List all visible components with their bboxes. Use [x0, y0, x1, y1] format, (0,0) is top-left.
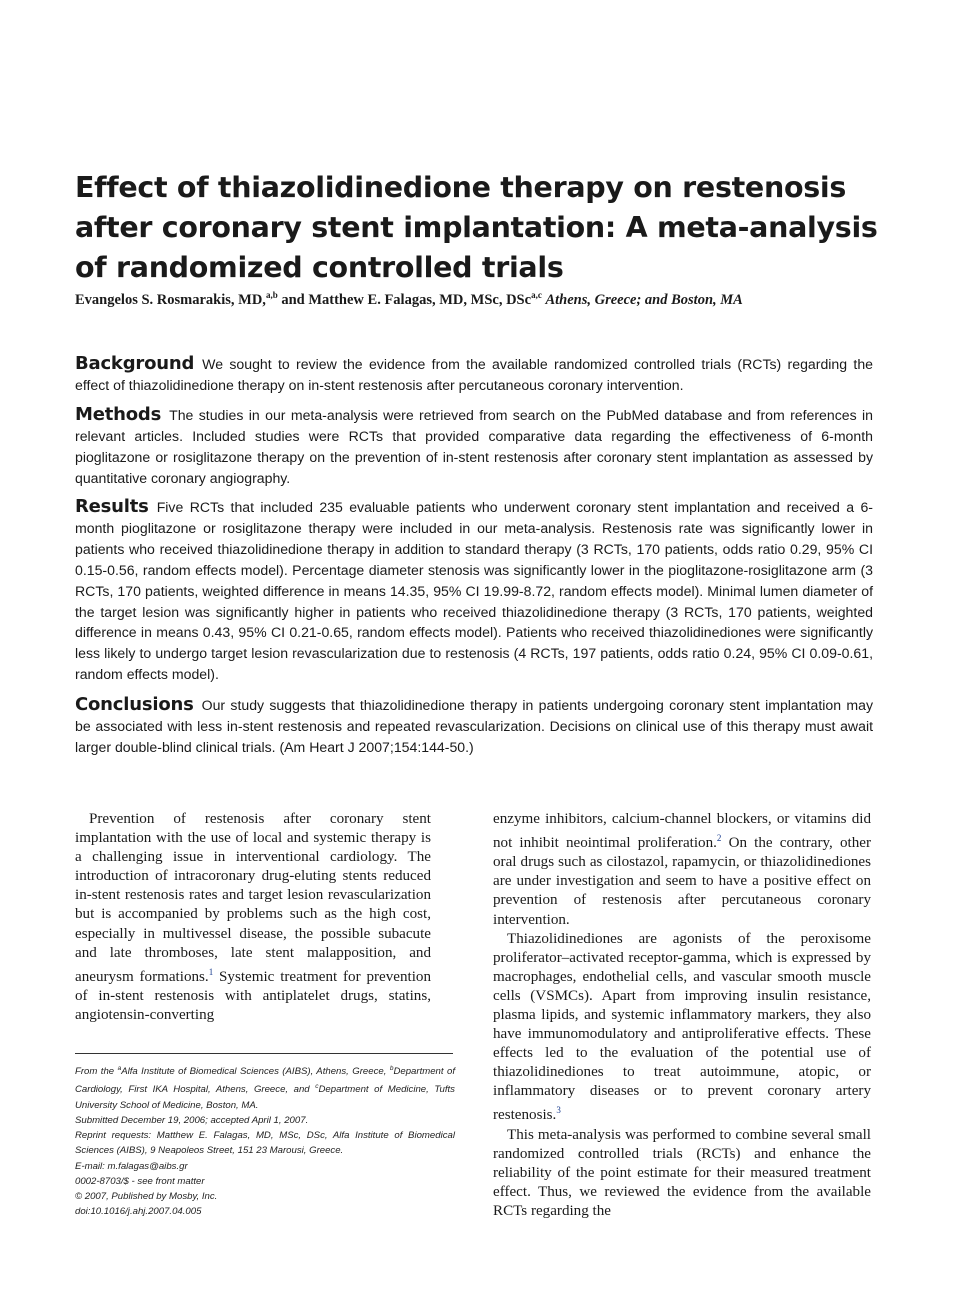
author-location: Athens, Greece; and Boston, MA — [545, 291, 743, 308]
affiliation-marker: b — [389, 1065, 394, 1072]
body-paragraph — [493, 930, 871, 1126]
copyright-line: © 2007, Published by Mosby, Inc. — [75, 1191, 218, 1202]
abstract-text: The studies in our meta-analysis were retrieved from search on the PubMed database and from references in relevant articles. Included studies were RCTs that provided comparative data regarding the effectiveness of 6-month pioglitazone or rosiglitazone therapy on the prevention of in-stent restenosis after coronary stent implantation as assessed by quantitative coronary angiography. — [75, 407, 873, 486]
abstract-methods — [75, 405, 873, 489]
affiliations-note — [75, 1061, 455, 1113]
issn-line: 0002-8703/$ - see front matter — [75, 1175, 205, 1187]
body-paragraph — [493, 810, 871, 930]
paragraph-text: On the contrary, other oral drugs such as cilostazol, rapamycin, or thiazolidinediones are under investigation and seem to have a positive effect on prevention of restenosis after percutaneous coronary intervention. — [493, 835, 871, 928]
reference-link[interactable]: 2 — [716, 833, 722, 844]
author-name: Matthew E. Falagas, MD, MSc, DSc — [308, 291, 532, 308]
paragraph-text: Thiazolidinediones are agonists of the peroxisome proliferator–activated receptor-gamma, which is expressed by macrophages, endothelial cells, and vascular smooth muscle cells (VSMCs). Apart from improving insulin resistance, plasma lipids, and systemic inflammatory markers, they also have immunomodulatory and antiproliferative effects. These effects led to the evaluation of the potential use of thiazolidinediones to treat autoimmune, atopic, or inflammatory diseases or to prevent coronary artery restenosis. — [493, 930, 871, 1124]
paragraph-text: This meta-analysis was performed to combine several small randomized controlled trials (RCTs) and enhance the reliability of the point estimate for their measured treatment effect. Thus, we reviewed the evidence from the available RCTs regarding the — [493, 1126, 871, 1219]
affiliation-marker: a,b — [265, 290, 278, 300]
abstract-text: Five RCTs that included 235 evaluable patients who underwent coronary stent implantation and received a 6-month pioglitazone or rosiglitazone therapy were included in our meta-analysis. Restenosis rate was significantly lower in patients who received thiazolidinedione therapy in addition to standard therapy (3 RCTs, 170 patients, odds ratio 0.29, 95% CI 0.15-0.56, random effects model). Percentage diameter stenosis was significantly lower in the pioglitazone-rosiglitazone arm (3 RCTs, 170 patients, weighted difference in means 14.35, 95% CI 19.99-8.72, random effects model). Minimal lumen diameter of the target lesion was significantly higher in patients who received thiazolidinedione therapy (3 RCTs, 170 patients, weighted difference in means 0.43, 95% CI 0.21-0.65, random effects model). Patients who received thiazolidinediones were significantly less likely to undergo target lesion revascularization due to restenosis (4 RCTs, 197 patients, odds ratio 0.24, 95% CI 0.09-0.61, random effects model). — [75, 499, 873, 683]
author-line — [75, 290, 905, 309]
body-paragraph — [75, 810, 431, 1025]
footnote-text: Department of Cardiology, First IKA Hospital, Athens, Greece, and — [75, 1066, 455, 1096]
abstract-heading: Methods — [75, 404, 162, 425]
title-line: after coronary stent implantation: A meta-analysis — [75, 211, 878, 244]
affiliation-marker: c — [315, 1083, 319, 1091]
author-connector: and — [277, 291, 309, 308]
footnote-text: From the — [75, 1066, 118, 1078]
paragraph-text: enzyme inhibitors, calcium-channel blockers, or vitamins did not inhibit neointimal proliferation. — [493, 811, 871, 852]
footnotes — [75, 1061, 455, 1219]
body-column-right — [493, 810, 871, 1221]
title-line: of randomized controlled trials — [75, 251, 564, 284]
abstract-text: We sought to review the evidence from the available randomized controlled trials (RCTs) regarding the effect of thiazolidinedione therapy on in-stent restenosis after percutaneous coronary intervention. — [75, 356, 873, 393]
author-name: Evangelos S. Rosmarakis, MD, — [75, 291, 266, 308]
footnote-divider — [75, 1053, 453, 1054]
abstract-heading: Results — [75, 496, 149, 517]
affiliation-marker: a — [117, 1065, 122, 1072]
email-line[interactable]: E-mail: m.falagas@aibs.gr — [75, 1160, 188, 1172]
abstract-conclusions — [75, 695, 873, 758]
abstract-heading: Conclusions — [75, 694, 194, 715]
reference-link[interactable]: 1 — [208, 966, 214, 977]
abstract-background — [75, 354, 873, 396]
paragraph-text: Prevention of restenosis after coronary stent implantation with the use of local and systemic therapy is a challenging issue in interventional cardiology. The introduction of intracoronary drug-eluting stents reduced in-stent restenosis rates and target lesion revascularization but is accompanied by problems such as the high cost, especially in multivessel disease, the possible subacute and late thromboses, late stent malapposition, and aneurysm formations. — [75, 811, 431, 985]
footnote-text: Alfa Institute of Biomedical Sciences (AIBS), Athens, Greece, — [121, 1066, 390, 1078]
reference-link[interactable]: 3 — [556, 1105, 561, 1116]
paragraph-text: Systemic treatment for prevention of in-stent restenosis with antiplatelet drugs, statins, angiotensin-converting — [75, 968, 431, 1023]
body-column-left — [75, 810, 431, 1025]
doi-line[interactable]: doi:10.1016/j.ahj.2007.04.005 — [75, 1206, 202, 1218]
footnote-text: Department of Medicine, Tufts University School of Medicine, Boston, MA. — [75, 1084, 455, 1111]
reprint-requests: Reprint requests: Matthew E. Falagas, MD, MSc, DSc, Alfa Institute of Biomedical Sciences (AIBS), 9 Neapoleos Street, 151 23 Marousi, Greece. — [75, 1130, 455, 1157]
abstract-results — [75, 497, 873, 685]
body-paragraph — [493, 1126, 871, 1221]
title-line: Effect of thiazolidinedione therapy on restenosis — [75, 171, 847, 204]
affiliation-marker: a,c — [531, 290, 542, 300]
submission-dates: Submitted December 19, 2006; accepted April 1, 2007. — [75, 1114, 309, 1126]
abstract-heading: Background — [75, 353, 195, 374]
abstract-text: Our study suggests that thiazolidinedione therapy in patients undergoing coronary stent implantation may be associated with less in-stent restenosis and repeated revascularization. Decisions on clinical use of this therapy must await larger double-blind clinical trials. (Am Heart J 2007;154:144-50.) — [75, 697, 873, 755]
article-title — [75, 168, 895, 288]
